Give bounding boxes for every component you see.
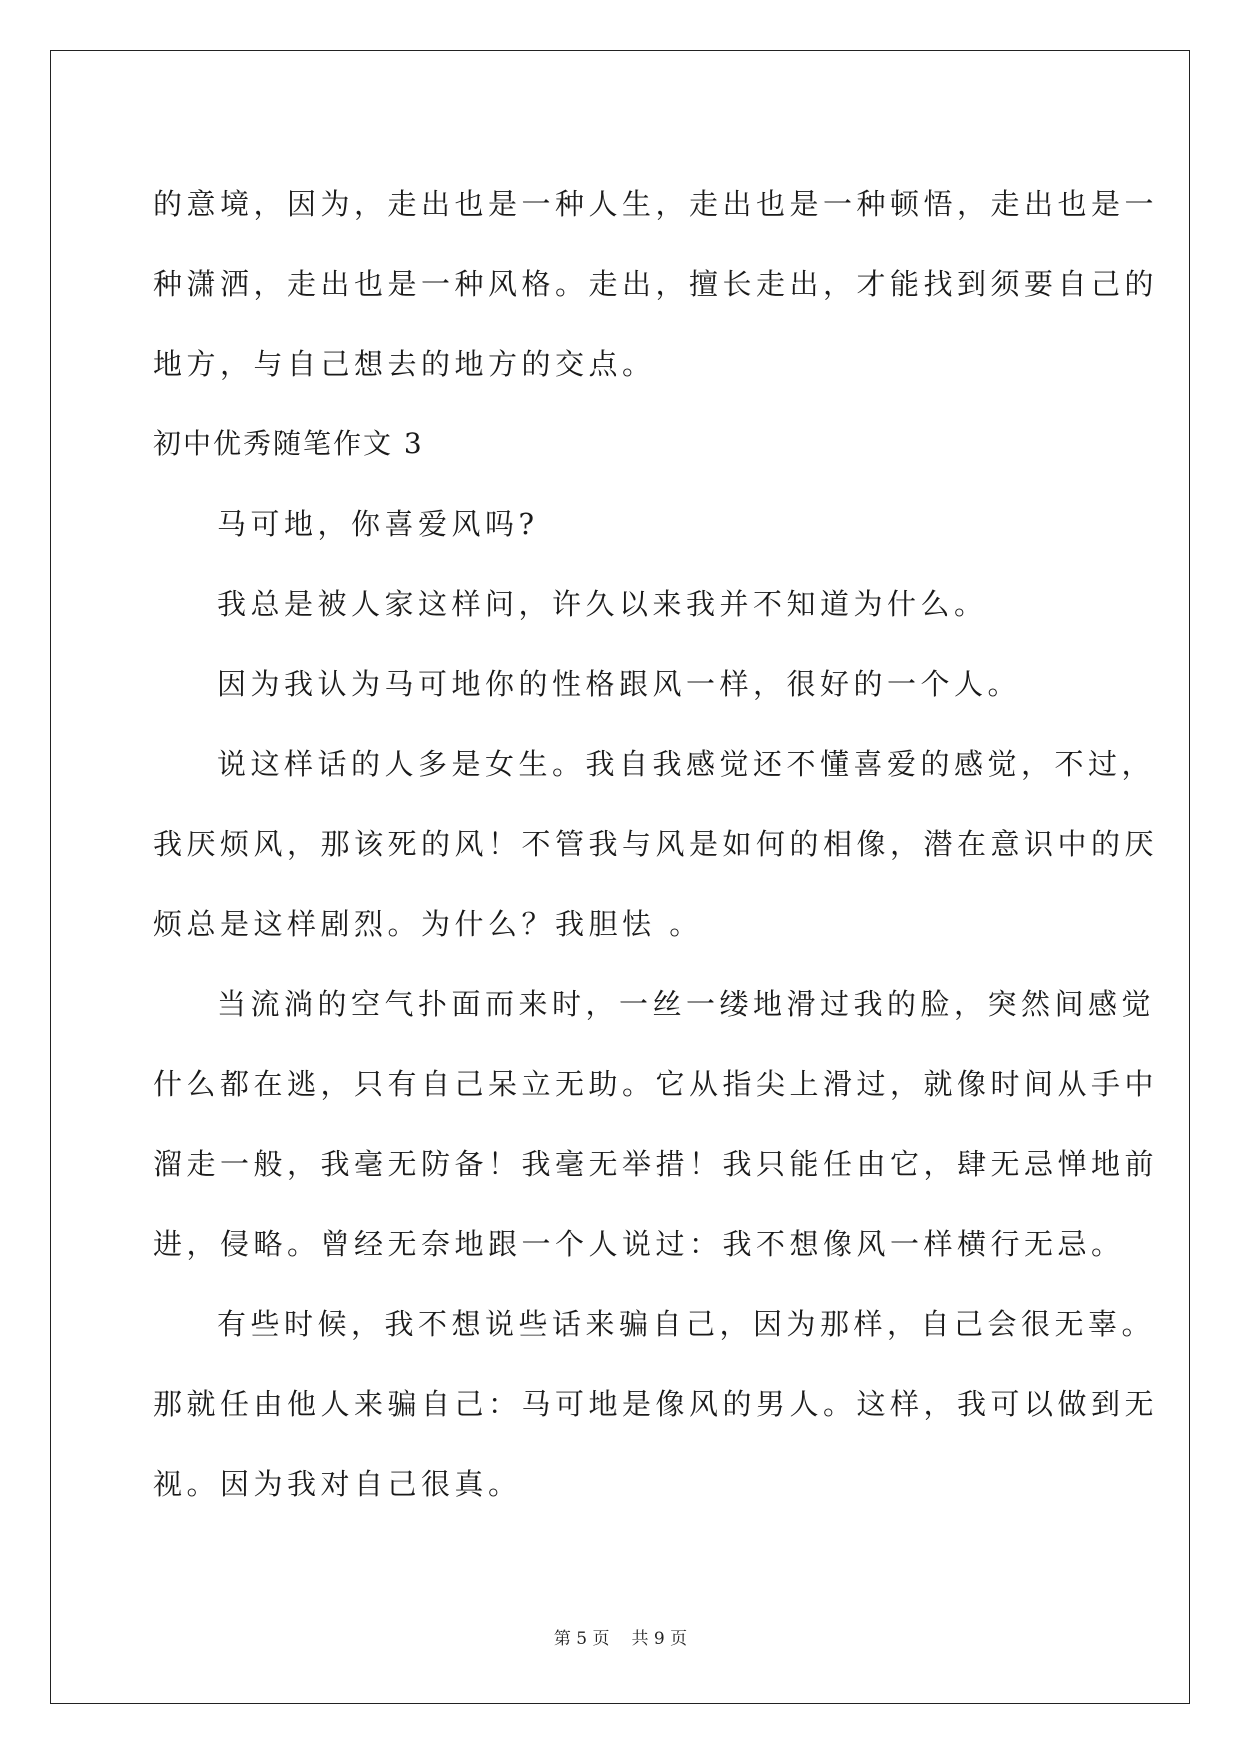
page-footer bbox=[0, 1624, 1241, 1649]
paragraph-line: 我厌烦风，那该死的风！不管我与风是如何的相像，潜在意识中的厌 bbox=[153, 827, 1159, 861]
paragraph-line: 因为我认为马可地你的性格跟风一样，很好的一个人。 bbox=[217, 667, 1022, 701]
document-body bbox=[153, 164, 1159, 1524]
paragraph-line: 烦总是这样剧烈。为什么？我胆怯 。 bbox=[153, 907, 703, 941]
paragraph-line: 我总是被人家这样问，许久以来我并不知道为什么。 bbox=[217, 587, 988, 621]
text-line: 地方，与自己想去的地方的交点。 bbox=[153, 347, 656, 381]
page-number: 第 5 页 bbox=[553, 1629, 610, 1649]
paragraph-line: 当流淌的空气扑面而来时，一丝一缕地滑过我的脸，突然间感觉 bbox=[217, 987, 1156, 1021]
paragraph-line: 马可地，你喜爱风吗? bbox=[217, 507, 539, 541]
paragraph-line: 有些时候，我不想说些话来骗自己，因为那样，自己会很无辜。 bbox=[217, 1307, 1156, 1341]
page-total: 共 9 页 bbox=[631, 1629, 688, 1649]
paragraph-line: 说这样话的人多是女生。我自我感觉还不懂喜爱的感觉，不过， bbox=[217, 747, 1156, 781]
paragraph-line: 什么都在逃，只有自己呆立无助。它从指尖上滑过，就像时间从手中 bbox=[153, 1067, 1159, 1101]
text-line: 种潇洒，走出也是一种风格。走出，擅长走出，才能找到须要自己的 bbox=[153, 267, 1159, 301]
paragraph-line: 那就任由他人来骗自己：马可地是像风的男人。这样，我可以做到无 bbox=[153, 1387, 1159, 1421]
section-heading: 初中优秀随笔作文 3 bbox=[153, 427, 424, 460]
paragraph-line: 进，侵略。曾经无奈地跟一个人说过：我不想像风一样横行无忌。 bbox=[153, 1227, 1125, 1261]
paragraph-line: 视。因为我对自己很真。 bbox=[153, 1467, 522, 1501]
paragraph-line: 溜走一般，我毫无防备！我毫无举措！我只能任由它，肆无忌惮地前 bbox=[153, 1147, 1159, 1181]
text-line: 的意境，因为，走出也是一种人生，走出也是一种顿悟，走出也是一 bbox=[153, 187, 1159, 221]
